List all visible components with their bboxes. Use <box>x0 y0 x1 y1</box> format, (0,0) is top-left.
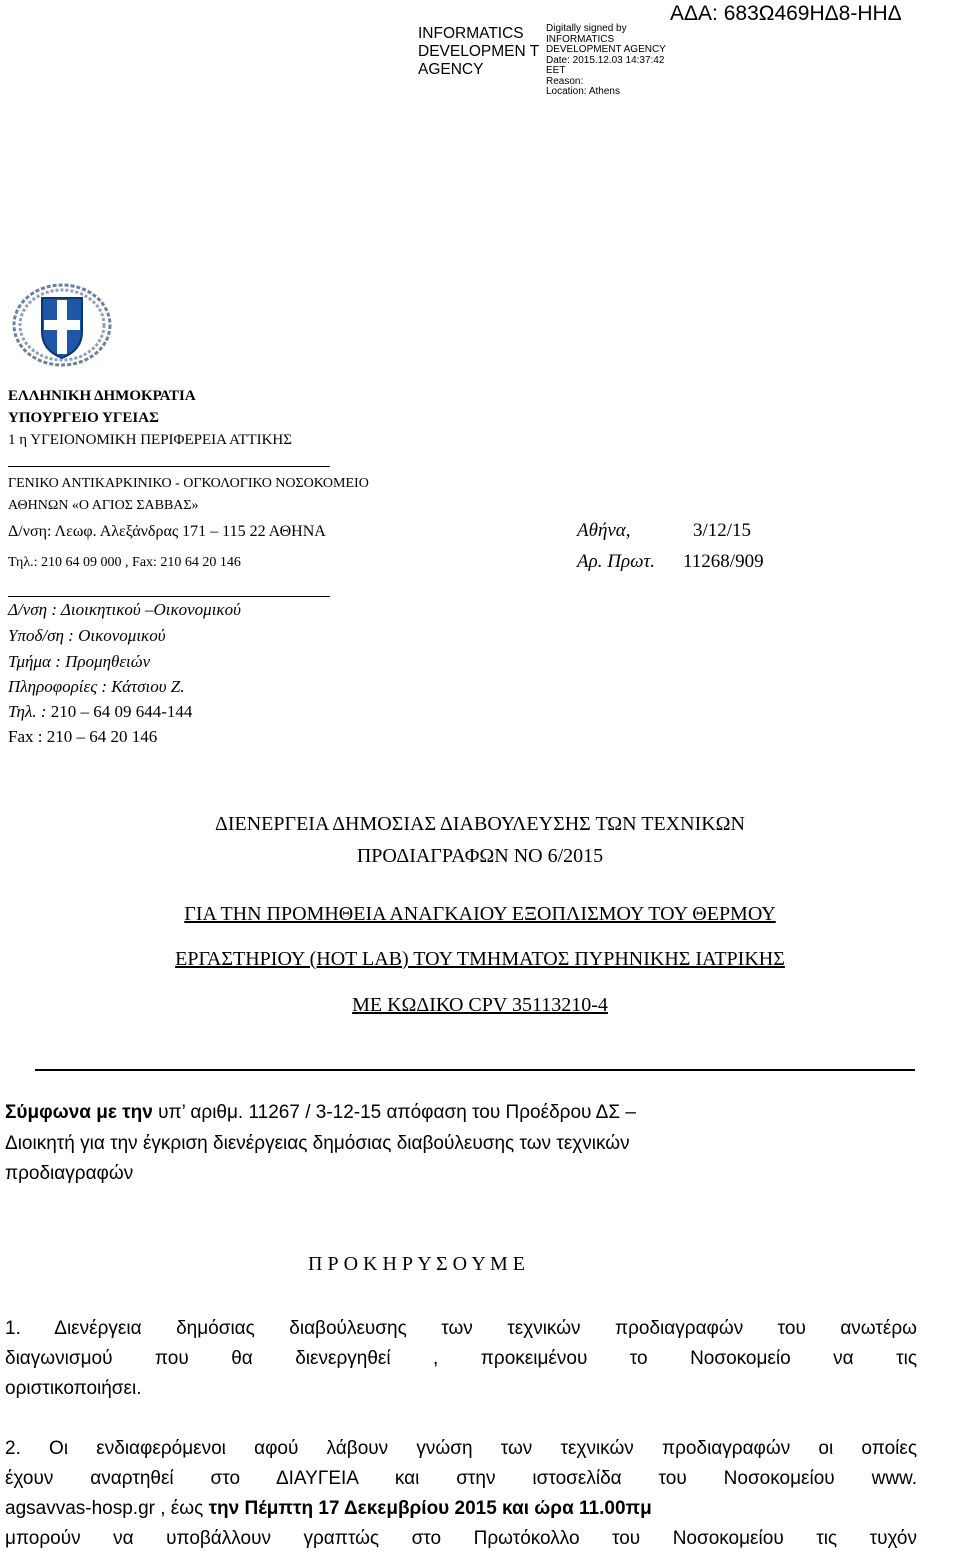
p1-line-3: οριστικοποιήσει. <box>5 1378 142 1399</box>
info-contact: Πληροφορίες : Κάτσιου Ζ. <box>8 677 185 696</box>
intro-text: υπ’ αριθμ. 11267 / 3-12-15 απόφαση του Προέδρου ΔΣ – <box>152 1102 636 1123</box>
signature-line: Reason: <box>546 75 584 87</box>
title-line-1: ΔΙΕΝΕΡΓΕΙΑ ΔΗΜΟΣΙΑΣ ΔΙΑΒΟΥΛΕΥΣΗΣ ΤΩΝ ΤΕΧΝΙΚΩΝ <box>215 813 745 835</box>
signature-line: Location: Athens <box>546 86 620 97</box>
intro-line-1 <box>5 1102 636 1124</box>
signature-line: DEVELOPMENT AGENCY <box>546 44 666 55</box>
signature-agency-text: INFORMATICS DEVELOPMEN T AGENCY <box>418 25 539 78</box>
ada-code: ΑΔΑ: 683Ω469ΗΔ8-ΗΗΔ <box>670 2 902 25</box>
p2-line-4: μπορούν να υποβάλλουν γραπτώς στο Πρωτόκολλο του Νοσοκομείου τις τυχόν <box>5 1528 917 1549</box>
title-line-4: ΕΡΓΑΣΤΗΡΙΟΥ (HOT LAB) ΤΟΥ ΤΜΗΜΑΤΟΣ ΠΥΡΗΝΙΚΗΣ ΙΑΤΡΙΚΗΣ <box>175 948 785 970</box>
signature-line: Digitally signed by <box>546 23 627 34</box>
subdirectorate: Υποδ/ση : Οικονομικού <box>8 626 166 645</box>
intro-line-3: προδιαγραφών <box>5 1163 134 1184</box>
divider <box>8 596 330 597</box>
intro-bold: Σύμφωνα με την <box>5 1102 153 1123</box>
divider <box>8 466 330 467</box>
ministry-title: ΥΠΟΥΡΓΕΙΟ ΥΓΕΙΑΣ <box>8 410 159 426</box>
date-label: Αθήνα, <box>577 520 631 541</box>
title-line-5: ΜΕ ΚΩΔΙΚΟ CPV 35113210-4 <box>352 994 608 1016</box>
p1-line-1: 1. Διενέργεια δημόσιας διαβούλευσης των τεχνικών προδιαγραφών του ανωτέρω <box>5 1318 917 1339</box>
intro-line-2: Διοικητή για την έγκριση διενέργειας δημόσιας διαβούλευσης των τεχνικών <box>5 1133 630 1154</box>
greek-emblem-icon <box>8 280 116 370</box>
signature-line: INFORMATICS <box>546 33 615 45</box>
title-line-3: ΓΙΑ ΤΗΝ ΠΡΟΜΗΘΕΙΑ ΑΝΑΓΚΑΙΟΥ ΕΞΟΠΛΙΣΜΟΥ ΤΟΥ ΘΕΡΜΟΥ <box>184 903 776 925</box>
p2-deadline: την Πέμπτη 17 Δεκεμβρίου 2015 και ώρα 11.00πμ <box>208 1498 652 1519</box>
directorate: Δ/νση : Διοικητικού –Οικονομικού <box>8 600 241 619</box>
signature-details <box>546 24 666 98</box>
protocol-label: Αρ. Πρωτ. <box>577 551 656 572</box>
section: Τμήμα : Προμηθειών <box>8 652 151 671</box>
address: Δ/νση: Λεωφ. Αλεξάνδρας 171 – 115 22 ΑΘΗΝΑ <box>8 523 326 540</box>
telephone-label: Τηλ. : <box>8 702 47 721</box>
p2-line-1: 2. Οι ενδιαφερόμενοι αφού λάβουν γνώση των τεχνικών προδιαγραφών οι οποίες <box>5 1438 917 1459</box>
republic-title: ΕΛΛΗΝΙΚΗ ΔΗΜΟΚΡΑΤΙΑ <box>8 388 196 404</box>
telephone-value: 210 – 64 09 644-144 <box>50 702 193 721</box>
region-title: 1 η ΥΓΕΙΟΝΟΜΙΚΗ ΠΕΡΙΦΕΡΕΙΑ ΑΤΤΙΚΗΣ <box>8 432 292 448</box>
fax: Fax : 210 – 64 20 146 <box>8 727 158 746</box>
signature-line: Date: 2015.12.03 14:37:42 <box>546 54 665 66</box>
date-value: 3/12/15 <box>693 520 752 541</box>
signature-line: EET <box>546 65 566 76</box>
hospital-line-1: ΓΕΝΙΚΟ ΑΝΤΙΚΑΡΚΙΝΙΚΟ - ΟΓΚΟΛΟΓΙΚΟ ΝΟΣΟΚΟΜΕΙΟ <box>8 476 369 491</box>
protocol-value: 11268/909 <box>683 551 764 572</box>
p2-line-3 <box>5 1494 917 1524</box>
p2-website-date: agsavvas-hosp.gr , έως <box>5 1498 204 1519</box>
proclaim-heading: Π Ρ Ο Κ Η Ρ Υ Σ Ο Υ Μ Ε <box>308 1253 526 1275</box>
telephone <box>8 702 192 722</box>
title-line-2: ΠΡΟΔΙΑΓΡΑΦΩΝ ΝΟ 6/2015 <box>356 845 604 867</box>
p2-line-2: έχουν αναρτηθεί στο ΔΙΑΥΓΕΙΑ και στην ιστοσελίδα του Νοσοκομείου www. <box>5 1468 917 1489</box>
p1-line-2: διαγωνισμού που θα διενεργηθεί , προκειμένου το Νοσοκομείο να τις <box>5 1348 917 1369</box>
signature-agency <box>418 25 540 79</box>
divider <box>35 1069 915 1071</box>
hospital-line-2: ΑΘΗΝΩΝ «Ο ΑΓΙΟΣ ΣΑΒΒΑΣ» <box>8 498 199 513</box>
phones: Τηλ.: 210 64 09 000 , Fax: 210 64 20 146 <box>8 555 241 570</box>
